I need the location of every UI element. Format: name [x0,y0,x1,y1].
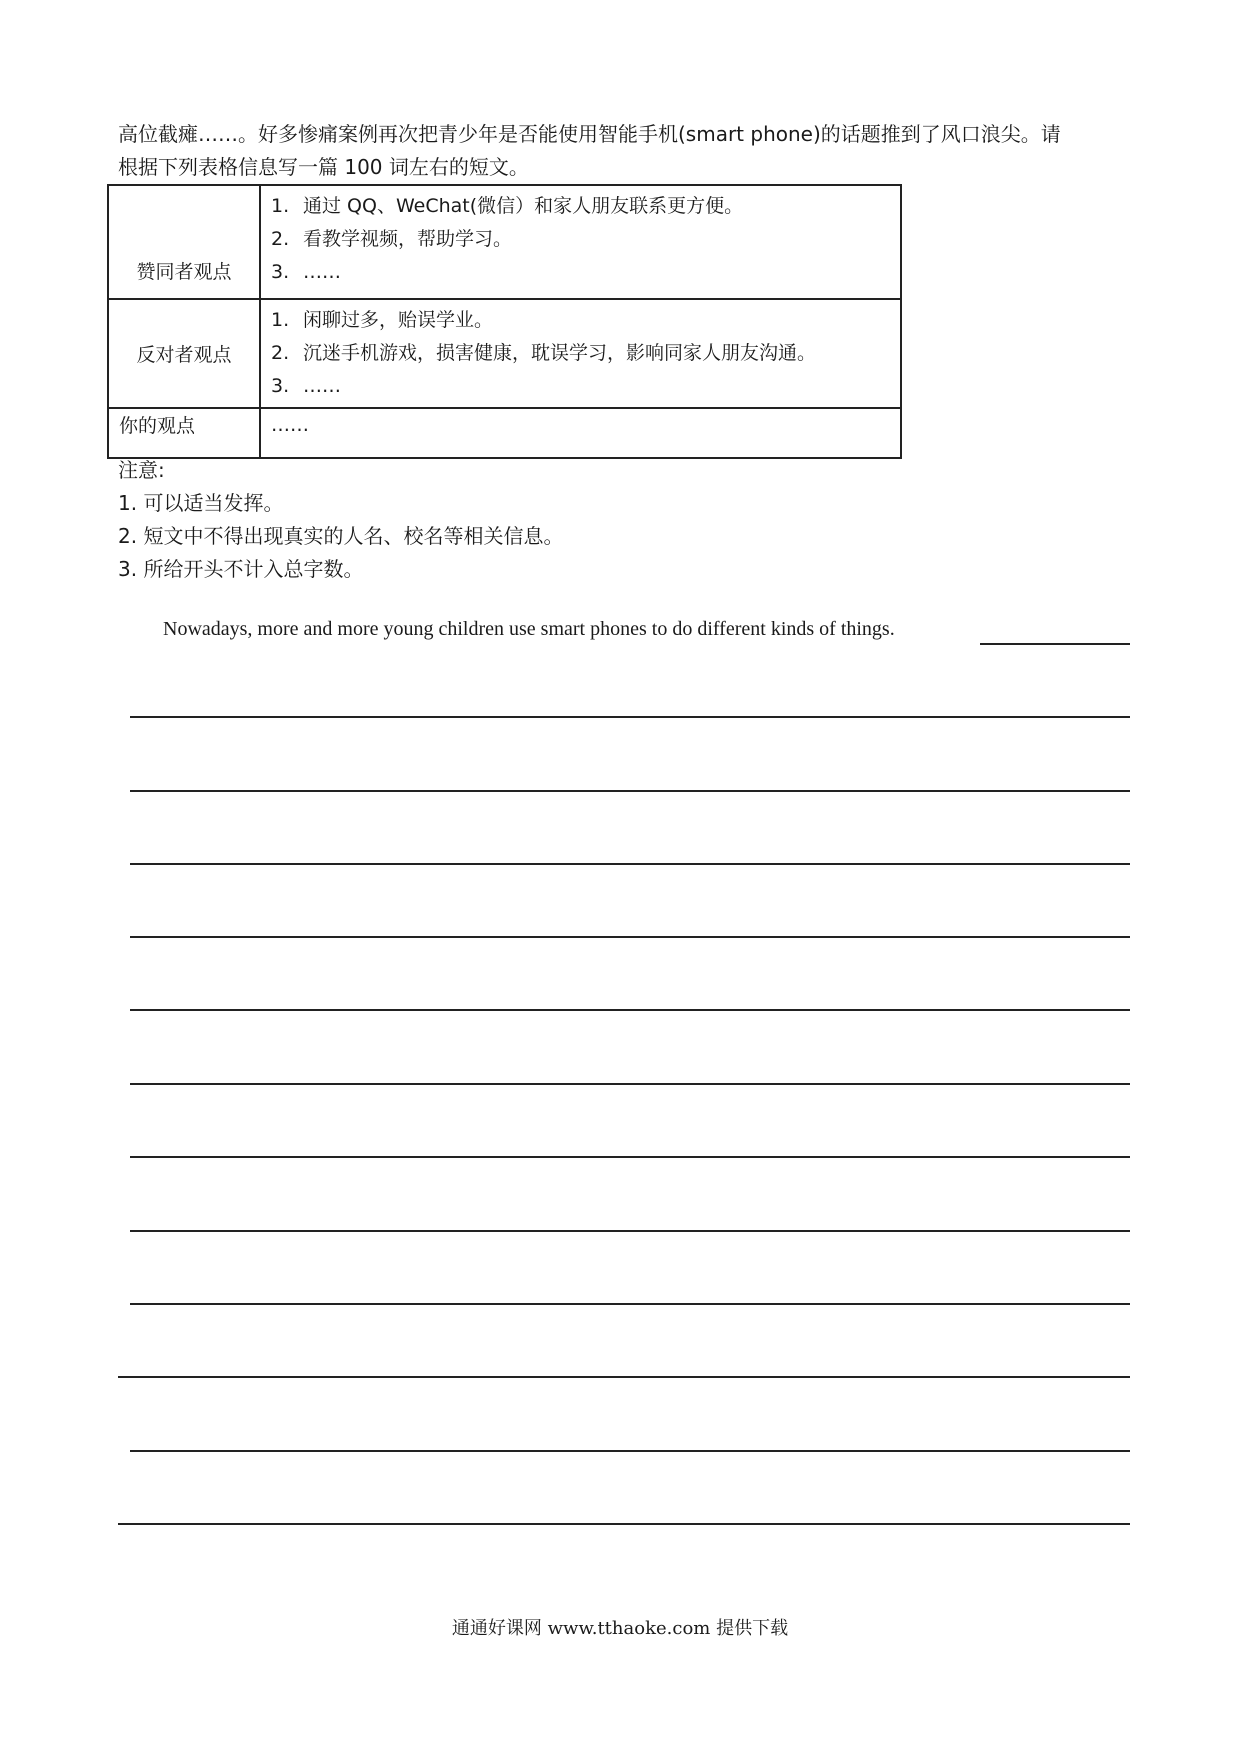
writing-line[interactable] [130,1230,1130,1232]
table-row-opponents [108,299,901,408]
list-item: 3. …… [271,261,341,283]
intro-line-1: 高位截瘫……。好多惨痛案例再次把青少年是否能使用智能手机(smart phone)的话题推到了风口浪尖。请 [118,122,1061,146]
opponents-label-cell [108,299,260,408]
writing-line[interactable] [130,1450,1130,1452]
writing-line[interactable] [130,716,1130,718]
list-item: 1. 通过 QQ、WeChat(微信）和家人朋友联系更方便。 [271,195,744,217]
yours-label-cell [108,408,260,458]
opponents-label: 反对者观点 [136,344,232,366]
note-item: 2. 短文中不得出现真实的人名、校名等相关信息。 [118,524,564,548]
writing-line[interactable] [130,1303,1130,1305]
writing-line[interactable] [130,790,1130,792]
intro-line-2: 根据下列表格信息写一篇 100 词左右的短文。 [118,155,529,179]
opinion-table [107,184,902,459]
yours-label: 你的观点 [119,415,196,437]
notes-title: 注意: [118,458,165,482]
list-item: 1. 闲聊过多，贻误学业。 [271,309,494,331]
supporters-label-cell [108,185,260,299]
writing-line[interactable] [130,1009,1130,1011]
note-item: 3. 所给开头不计入总字数。 [118,557,364,581]
list-item: 3. …… [271,375,341,397]
writing-line[interactable] [130,1156,1130,1158]
writing-line[interactable] [130,936,1130,938]
supporters-label: 赞同者观点 [136,261,232,283]
writing-line-first[interactable] [980,643,1130,645]
footer-credit: 通通好课网 www.tthaoke.com 提供下载 [451,1618,789,1639]
intro-paragraph [118,118,1128,184]
table-row-yours [108,408,901,458]
writing-line[interactable] [118,1523,1130,1525]
list-item: …… [271,414,309,436]
yours-items-cell [260,408,901,458]
essay-starter: Nowadays, more and more young children use smart phones to do different kinds of things. [163,618,895,640]
table-row-supporters [108,185,901,299]
writing-line[interactable] [130,863,1130,865]
list-item: 2. 看教学视频，帮助学习。 [271,228,513,250]
notes [118,454,563,586]
opponents-items-cell [260,299,901,408]
note-item: 1. 可以适当发挥。 [118,491,284,515]
writing-line[interactable] [130,1083,1130,1085]
writing-line[interactable] [118,1376,1130,1378]
supporters-items-cell [260,185,901,299]
list-item: 2. 沉迷手机游戏，损害健康，耽误学习，影响同家人朋友沟通。 [271,342,817,364]
